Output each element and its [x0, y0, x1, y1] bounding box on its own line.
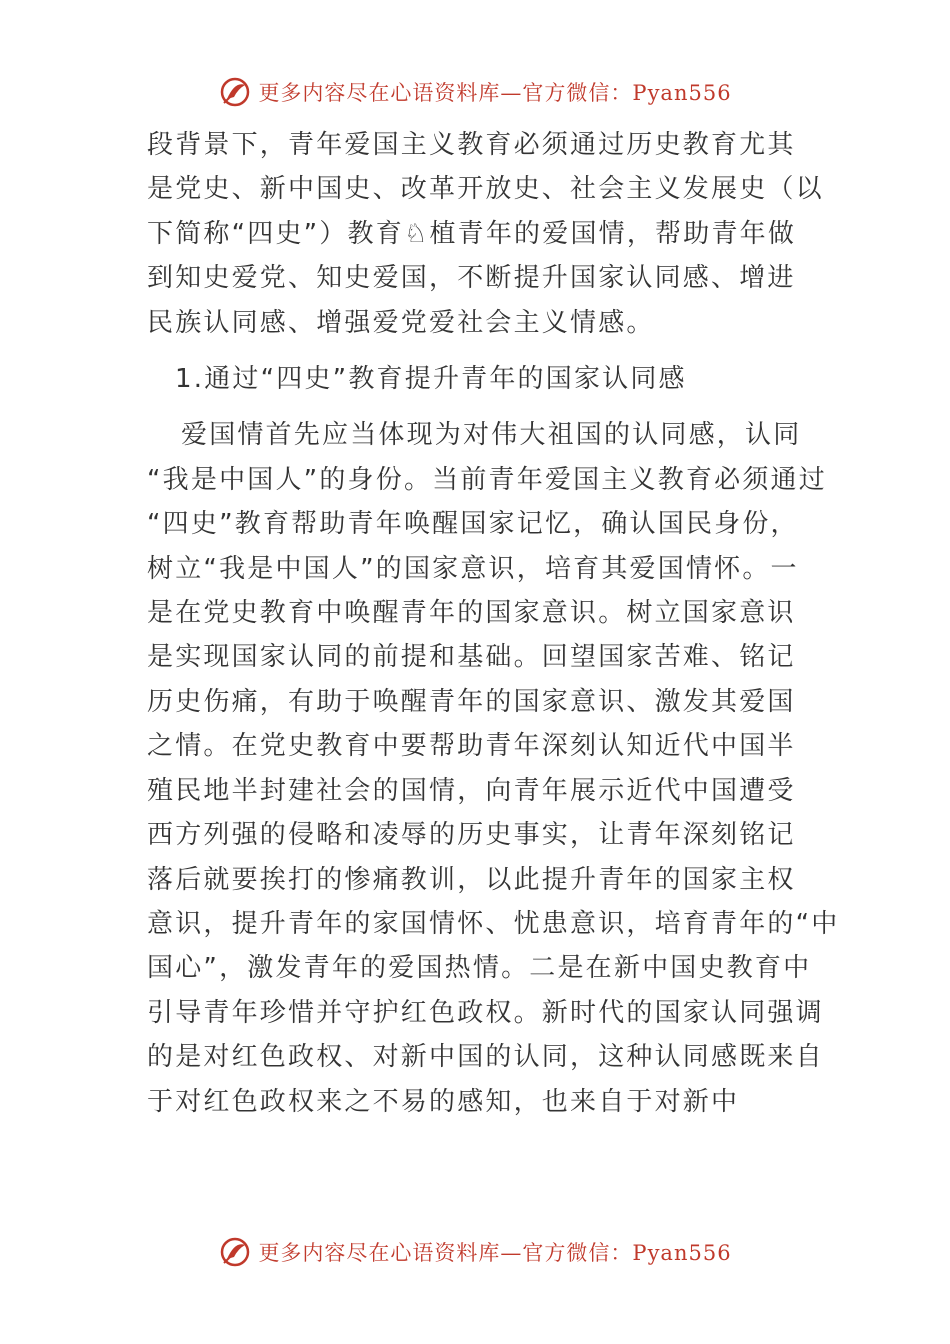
text-line: 是在党史教育中唤醒青年的国家意识。树立国家意识 [147, 598, 796, 629]
paragraph-body [147, 413, 840, 1124]
text-line: 落后就要挨打的惨痛教训，以此提升青年的国家主权 [147, 864, 796, 895]
section-heading: 1.通过“四史”教育提升青年的国家认同感 [175, 364, 687, 395]
paragraph-intro [147, 123, 824, 345]
banner-text: 更多内容尽在心语资料库—官方微信：Pyan556 [258, 1241, 732, 1265]
text-line: 引导青年珍惜并守护红色政权。新时代的国家认同强调 [147, 997, 824, 1028]
text-line: 爱国情首先应当体现为对伟大祖国的认同感，认同 [181, 420, 802, 451]
logo-icon [218, 1235, 252, 1269]
header-banner [0, 72, 950, 112]
text-line: 殖民地半封建社会的国情，向青年展示近代中国遭受 [147, 775, 796, 806]
text-line: 下简称“四史”）教育♘植青年的爱国情，帮助青年做 [147, 218, 797, 249]
text-line: 意识，提升青年的家国情怀、忧患意识，培育青年的“中 [147, 908, 840, 939]
text-line: 是实现国家认同的前提和基础。回望国家苦难、铭记 [147, 642, 796, 673]
logo-icon [218, 75, 252, 109]
text-line: “我是中国人”的身份。当前青年爱国主义教育必须通过 [147, 464, 827, 495]
footer-banner [0, 1232, 950, 1272]
text-line: 之情。在党史教育中要帮助青年深刻认知近代中国半 [147, 731, 796, 762]
text-line: “四史”教育帮助青年唤醒国家记忆，确认国民身份， [147, 509, 799, 540]
text-line: 西方列强的侵略和凌辱的历史事实，让青年深刻铭记 [147, 820, 796, 851]
text-line: 是党史、新中国史、改革开放史、社会主义发展史（以 [147, 174, 824, 205]
text-line: 民族认同感、增强爱党爱社会主义情感。 [147, 307, 655, 338]
text-line: 段背景下，青年爱国主义教育必须通过历史教育尤其 [147, 130, 796, 160]
text-line: 历史伤痛，有助于唤醒青年的国家意识、激发其爱国 [147, 686, 796, 717]
text-line: 于对红色政权来之不易的感知，也来自于对新中 [147, 1086, 740, 1117]
banner-text: 更多内容尽在心语资料库—官方微信：Pyan556 [258, 81, 732, 105]
text-line: 的是对红色政权、对新中国的认同，这种认同感既来自 [147, 1042, 824, 1073]
text-line: 树立“我是中国人”的国家意识，培育其爱国情怀。一 [147, 553, 799, 584]
text-line: 国心”，激发青年的爱国热情。二是在新中国史教育中 [147, 953, 812, 984]
text-line: 到知史爱党、知史爱国，不断提升国家认同感、增进 [147, 263, 796, 294]
document-body [147, 123, 840, 1124]
